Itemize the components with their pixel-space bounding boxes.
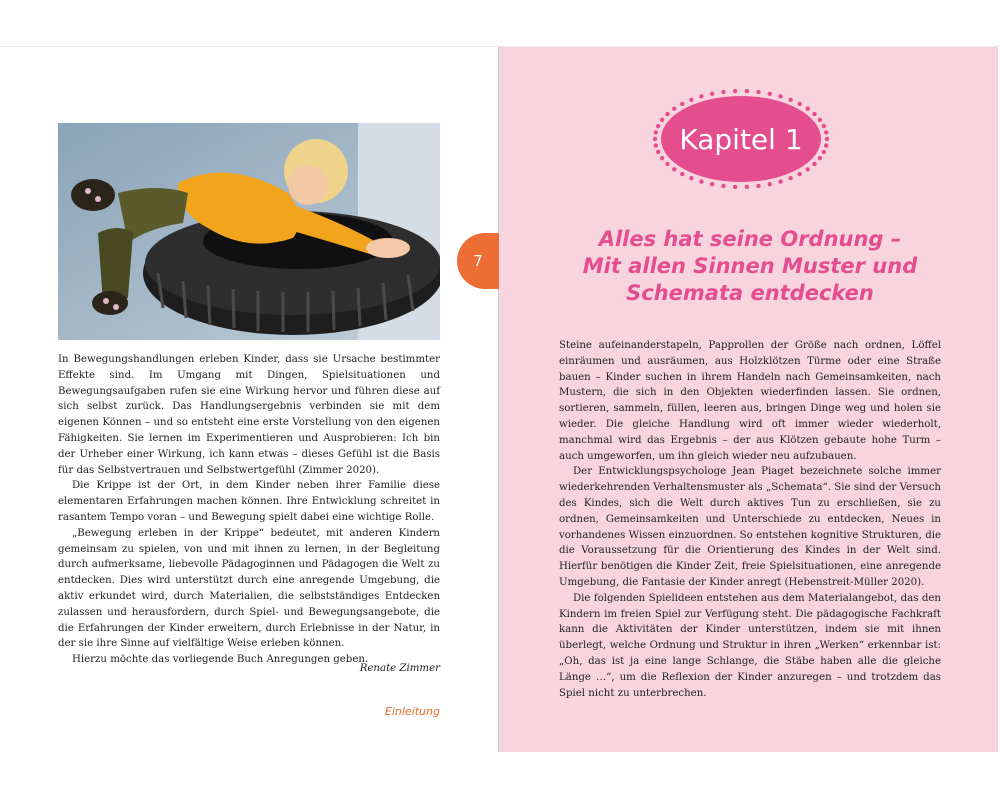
paragraph: In Bewegungshandlungen erleben Kinder, dass sie Ursache bestimmter Effekte sind. Im Umgang mit Dingen, Spielsituationen und Bewegungsaufgaben rufen sie eine Wirkung hervor und führen diese auf sich selbst zurück. Das Handlungsergebnis verbinden sie mit dem eigenen Können – und so entsteht eine erste Vorstellung von den eigenen Fähigkeiten. Sie lernen im Experimentieren und Ausprobieren: Ich bin der Urheber einer Wirkung, ich kann etwas – dieses Gefühl ist die Basis für das Selbstvertrauen und Selbstwertgefühl (Zimmer 2020). [58,354,440,476]
section-footer: Einleitung [384,705,440,718]
chapter-title [560,226,940,307]
paragraph: Steine aufeinanderstapeln, Papprollen der Größe nach ordnen, Löffel einräumen und ausräumen, aus Holzklötzen Türme oder eine Straße bauen – Kinder suchen in ihrem Handeln nach Gemeinsamkeiten, nach Mustern, die sich in den Objekten wiederfinden lassen. Sie ordnen, sortieren, sammeln, füllen, leeren aus, bringen Dinge weg und holen sie wieder. Die gleiche Handlung wird oft immer wieder wiederholt, manchmal wird das Ergebnis – der aus Klötzen gebaute hohe Turm – auch umgeworfen, um ihn gleich wieder neu aufzubauen. [559,340,941,462]
page-number: 7 [473,252,483,270]
toddler-tire-photo [58,123,440,340]
paragraph: Der Entwicklungspsychologe Jean Piaget bezeichnete solche immer wiederkehrenden Verhaltensmuster als „Schemata“. Sie sind der Versuch des Kindes, sich die Welt durch aktives Tun zu erschließen, sie zu ordnen, Gemeinsamkeiten und Unterschiede zu entdecken, Neues in vorhandenes Wissen einzuordnen. So entstehen kognitive Strukturen, die die Voraussetzung für die Orientierung des Kindes in der Welt sind. Hierfür benötigen die Kinder Zeit, freie Spielsituationen, eine anregende Umgebung, die Fantasie der Kinder anregt (Hebenstreit-Müller 2020). [559,466,941,588]
chapter-label: Kapitel 1 [679,122,803,156]
chapter-title-line: Mit allen Sinnen Muster und [582,254,918,278]
paragraph: „Bewegung erleben in der Krippe“ bedeutet, mit anderen Kindern gemeinsam zu spielen, von und mit ihnen zu lernen, in der Begleitung durch aufmerksame, liebevolle Pädagoginnen und Pädagogen die Welt zu entdecken. Dies wird unterstützt durch eine anregende Umgebung, die aktiv erkundet wird, durch Materialien, die selbstständiges Entdecken zulassen und herausfordern, durch Spiel- und Bewegungsangebote, die die Erfahrungen der Kinder erweitern, durch Erlebnisse in der Natur, in der sie ihre Sinne auf vielfältige Weise erleben können. [58,527,440,650]
paragraph: Hierzu möchte das vorliegende Buch Anregungen geben. [72,654,369,666]
author-signature: Renate Zimmer [359,663,440,674]
chapter-body-text [559,338,941,701]
paragraph: Die Krippe ist der Ort, in dem Kinder neben ihrer Familie diese elementaren Erfahrungen machen können. Ihre Entwicklung schreitet in rasantem Tempo voran – und Bewegung spielt dabei eine wichtige Rolle. [58,480,440,523]
introduction-text [58,352,440,668]
paragraph: Die folgenden Spielideen entstehen aus dem Materialangebot, das den Kindern im freien Spiel zur Verfügung steht. Die pädagogische Fachkraft kann die Aktivitäten der Kinder unterstützen, indem sie mit ihnen überlegt, welche Ordnung und Struktur in ihren „Werken“ erkennbar ist: „Oh, das ist ja eine lange Schlange, die Stäbe haben alle die gleiche Länge …“, um die Reflexion der Kinder anzuregen – und trotzdem das Spiel nicht zu unterbrechen. [559,592,941,699]
chapter-title-line: Alles hat seine Ordnung – [598,227,902,251]
chapter-title-line: Schemata entdecken [626,281,874,305]
